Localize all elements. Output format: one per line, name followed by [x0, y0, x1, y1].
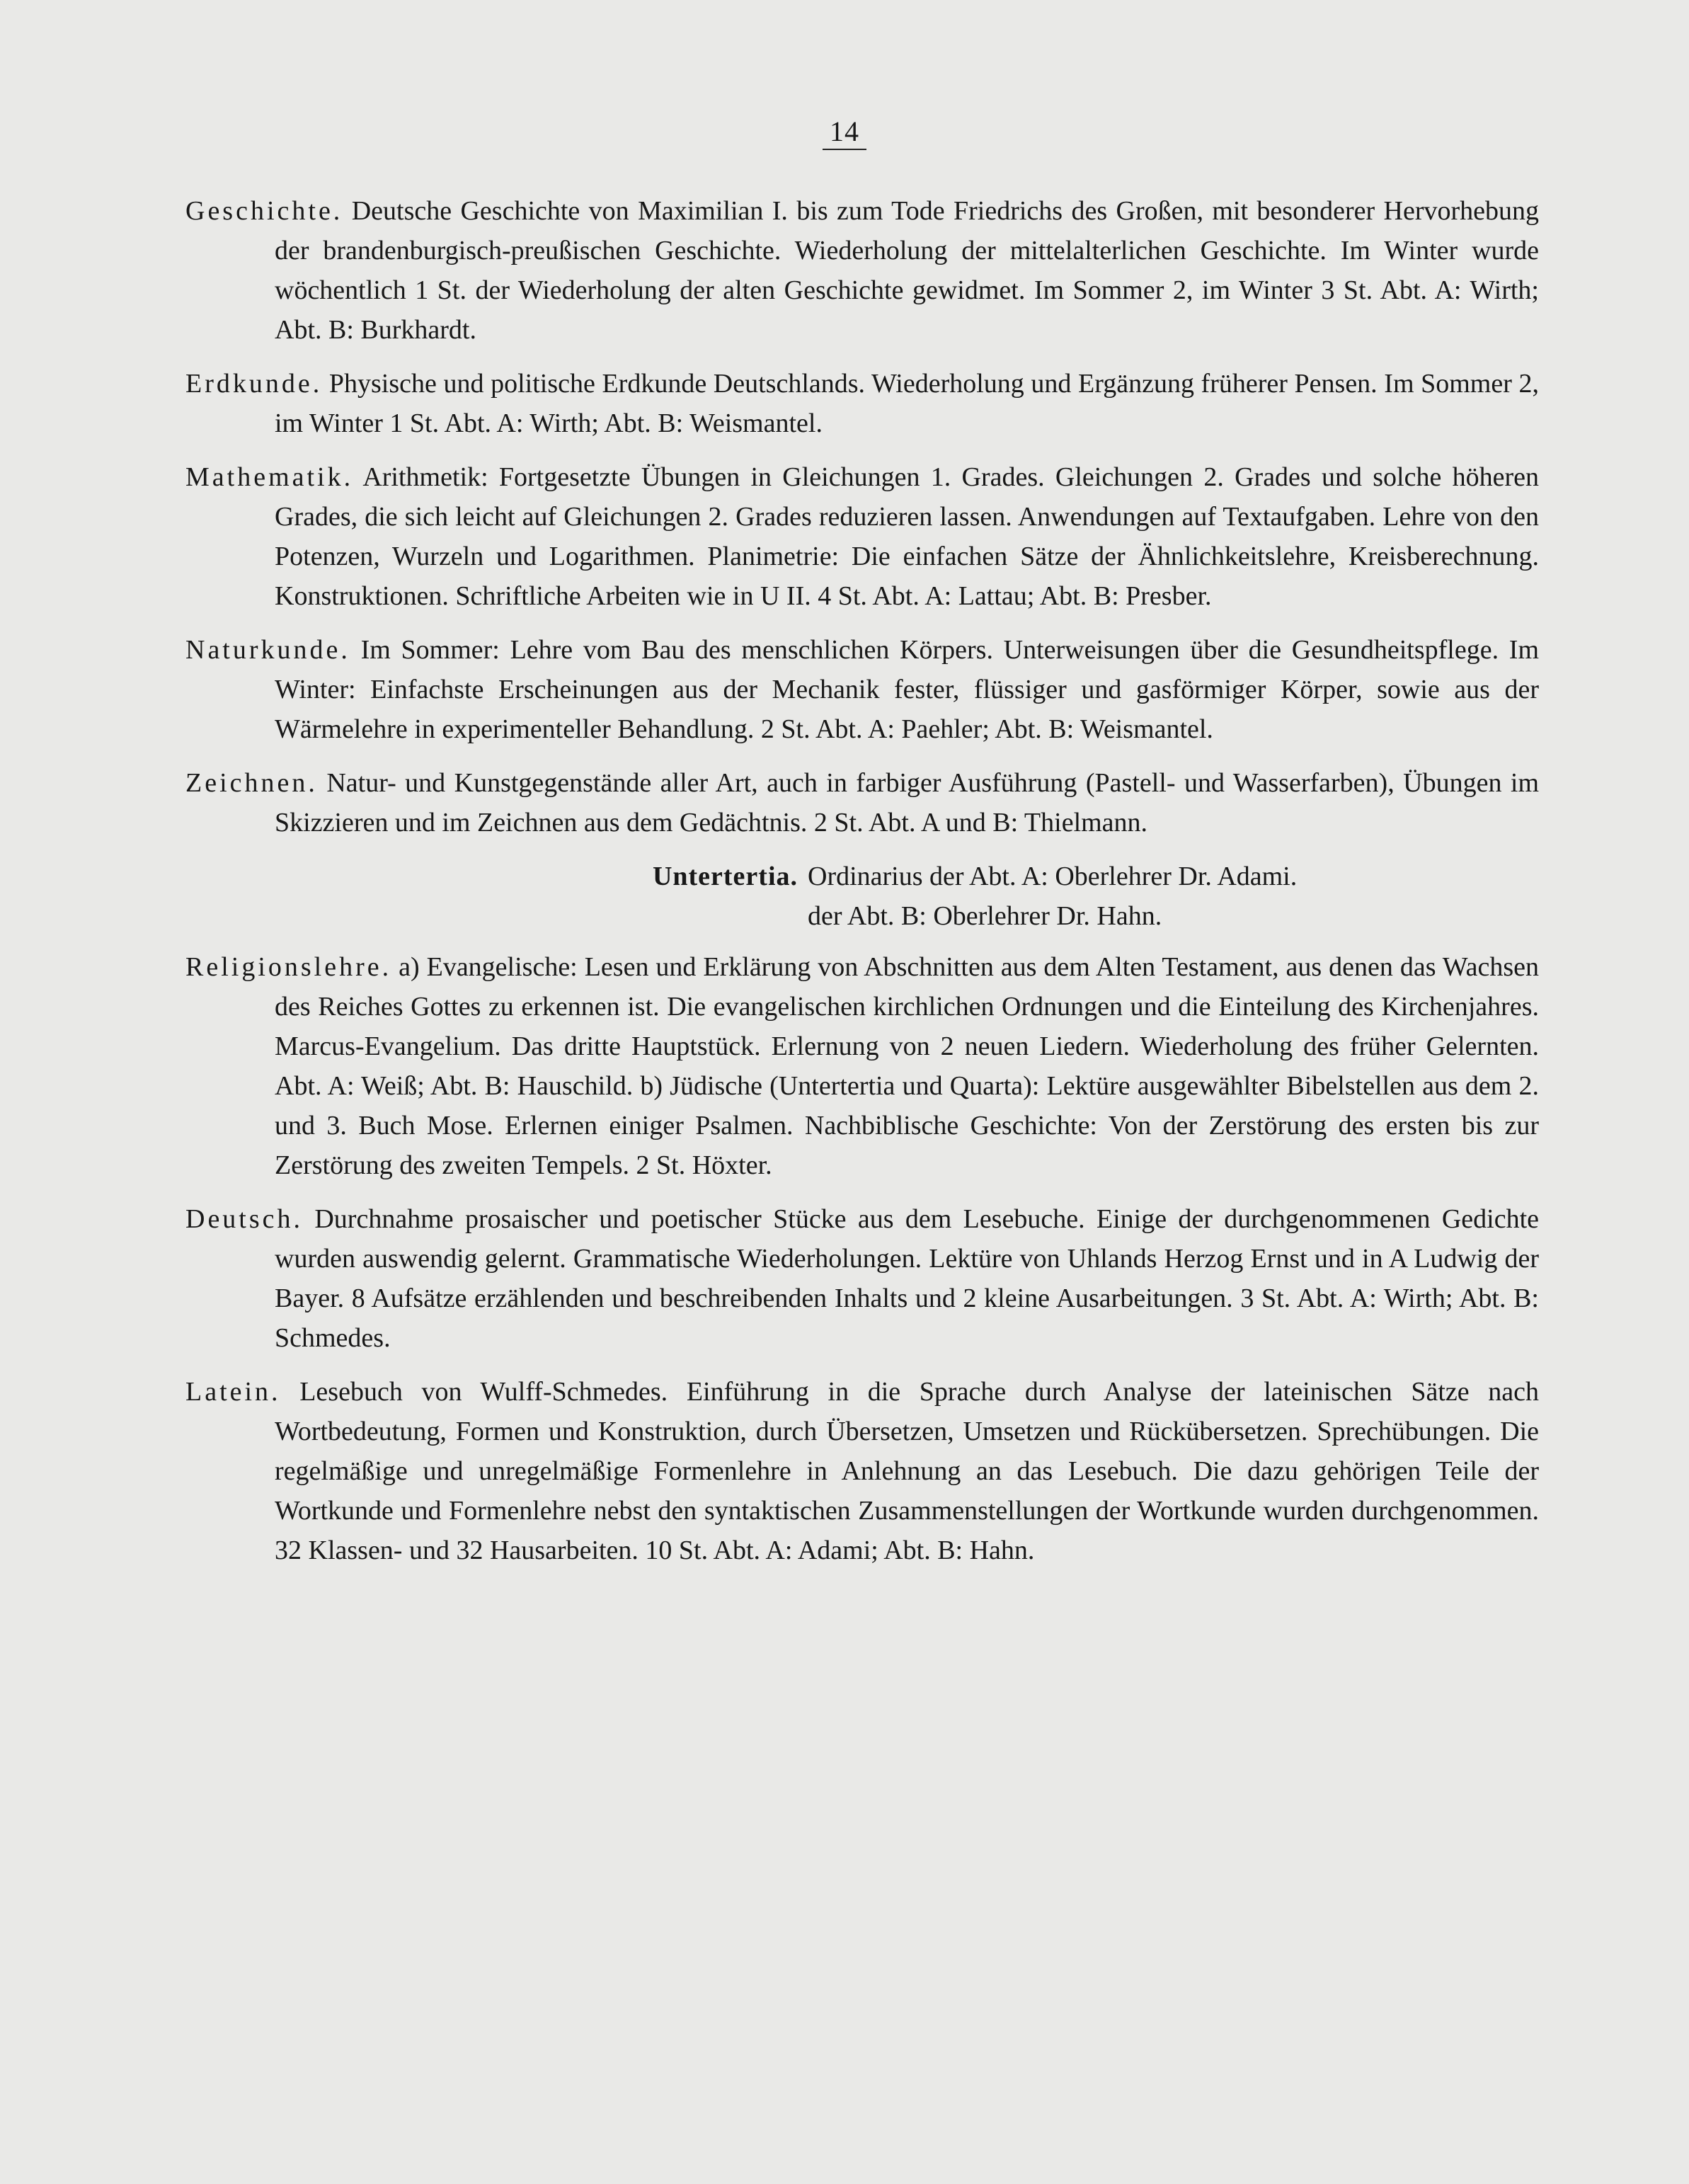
subject-title: Erdkunde. — [185, 369, 323, 399]
subject-text: Deutsche Geschichte von Maximilian I. bis zum Tode Friedrichs des Großen, mit besonderer Hervorhebung der brandenburgisch-preußischen Geschichte. Wiederholung der mittelalterlichen Geschichte. Im Winter wurde wöchentlich 1 St. der Wiederholung der alten Geschichte gewidmet. Im Sommer 2, im Winter 3 St. Abt. A: Wirth; Abt. B: Burkhardt. — [275, 196, 1539, 345]
subject-title: Latein. — [185, 1377, 281, 1407]
subject-entry-religionslehre — [185, 947, 1539, 1185]
subject-title: Mathematik. — [185, 462, 354, 492]
subject-text: Im Sommer: Lehre vom Bau des menschlichen Körpers. Unterweisungen über die Gesundheitspflege. Im Winter: Einfachste Erscheinungen aus der Mechanik fester, flüssiger und gasförmiger Körper, sowie aus der Wärmelehre in experimenteller Behandlung. 2 St. Abt. A: Paehler; Abt. B: Weismantel. — [275, 635, 1540, 744]
class-header-row-1 — [185, 857, 1539, 896]
class-name: Untertertia. — [652, 862, 798, 891]
subject-entry-deutsch — [185, 1199, 1539, 1358]
subject-entry-erdkunde — [185, 364, 1539, 443]
subject-entry-mathematik — [185, 457, 1539, 616]
page-number — [0, 112, 1689, 151]
class-header — [185, 857, 1539, 936]
subject-entry-geschichte — [185, 191, 1539, 350]
subject-text: Durchnahme prosaischer und poetischer Stücke aus dem Lesebuche. Einige der durchgenommenen Gedichte wurden auswendig gelernt. Grammatische Wiederholungen. Lektüre von Uhlands Herzog Ernst und in A Ludwig der Bayer. 8 Aufsätze erzählenden und beschreibenden Inhalts und 2 kleine Ausarbeitungen. 3 St. Abt. A: Wirth; Abt. B: Schmedes. — [275, 1204, 1539, 1353]
subject-title: Geschichte. — [185, 196, 343, 226]
subject-entry-zeichnen — [185, 763, 1539, 842]
subject-entry-latein — [185, 1372, 1539, 1570]
subject-text: Physische und politische Erdkunde Deutschlands. Wiederholung und Ergänzung früherer Pensen. Im Sommer 2, im Winter 1 St. Abt. A: Wirth; Abt. B: Weismantel. — [275, 369, 1540, 438]
subject-title: Religionslehre. — [185, 952, 392, 982]
class-header-row-2 — [185, 896, 1539, 936]
subject-text: a) Evangelische: Lesen und Erklärung von Abschnitten aus dem Alten Testament, aus denen das Wachsen des Reiches Gottes zu erkennen ist. Die evangelischen kirchlichen Ordnungen und die Einteilung des Kirchenjahres. Marcus-Evangelium. Das dritte Hauptstück. Erlernung von 2 neuen Liedern. Wiederholung des früher Gelernten. Abt. A: Weiß; Abt. B: Hauschild. b) Jüdische (Untertertia und Quarta): Lektüre ausgewählter Bibelstellen aus dem 2. und 3. Buch Mose. Erlernen einiger Psalmen. Nachbiblische Geschichte: Von der Zerstörung des ersten bis zur Zerstörung des zweiten Tempels. 2 St. Höxter. — [275, 952, 1540, 1180]
subject-title: Zeichnen. — [185, 768, 318, 798]
subject-entry-naturkunde — [185, 630, 1539, 749]
subject-title: Deutsch. — [185, 1204, 304, 1234]
subject-text: Arithmetik: Fortgesetzte Übungen in Gleichungen 1. Grades. Gleichungen 2. Grades und solche höheren Grades, die sich leicht auf Gleichungen 2. Grades reduzieren lassen. Anwendungen auf Textaufgaben. Lehre von den Potenzen, Wurzeln und Logarithmen. Planimetrie: Die einfachen Sätze der Ähnlichkeitslehre, Kreisberechnung. Konstruktionen. Schriftliche Arbeiten wie in U II. 4 St. Abt. A: Lattau; Abt. B: Presber. — [275, 462, 1540, 611]
subject-text: Natur- und Kunstgegenstände aller Art, auch in farbiger Ausführung (Pastell- und Wasserfarben), Übungen im Skizzieren und im Zeichnen aus dem Gedächtnis. 2 St. Abt. A und B: Thielmann. — [275, 768, 1540, 837]
page-number-text: 14 — [823, 116, 866, 150]
subject-text: Lesebuch von Wulff-Schmedes. Einführung in die Sprache durch Analyse der lateinischen Sätze nach Wortbedeutung, Formen und Konstruktion, durch Übersetzen, Umsetzen und Rückübersetzen. Sprechübungen. Die regelmäßige und unregelmäßige Formenlehre in Anlehnung an das Lesebuch. Die dazu gehörigen Teile der Wortkunde und Formenlehre nebst den syntaktischen Zusammenstellungen der Wortkunde wurden durchgenommen. 32 Klassen- und 32 Hausarbeiten. 10 St. Abt. A: Adami; Abt. B: Hahn. — [275, 1377, 1540, 1565]
class-ordinarius-a: Ordinarius der Abt. A: Oberlehrer Dr. Adami. — [808, 862, 1298, 891]
body-text — [185, 191, 1539, 1584]
class-ordinarius-b: der Abt. B: Oberlehrer Dr. Hahn. — [808, 901, 1162, 931]
class-name-spacer — [185, 896, 808, 936]
subject-title: Naturkunde. — [185, 635, 350, 665]
